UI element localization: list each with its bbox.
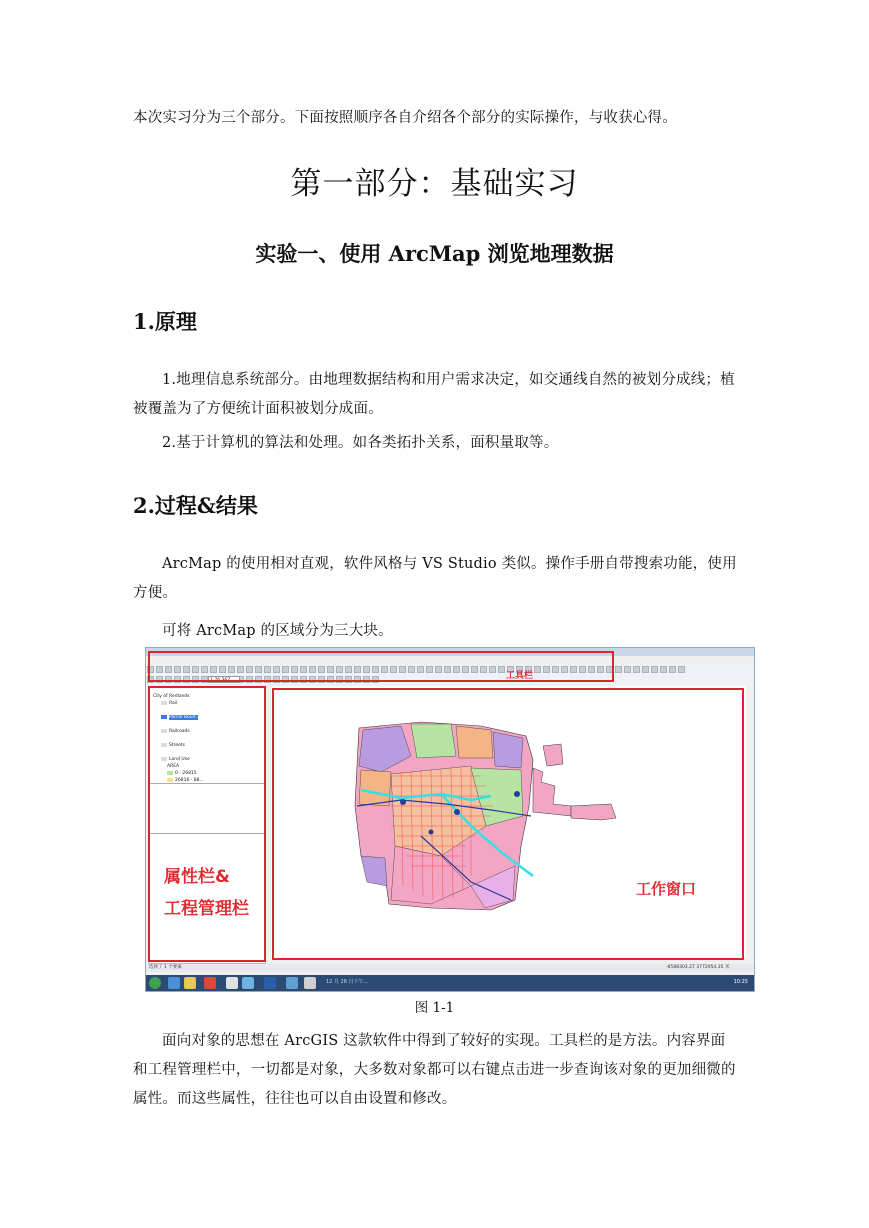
taskbar-notification: 12 月 28 日下午... <box>326 979 369 985</box>
arcmap-icon[interactable] <box>286 977 298 989</box>
toolbar-tool-button[interactable] <box>669 666 676 673</box>
toolbar-tool-button[interactable] <box>660 666 667 673</box>
toolbar-tool-button[interactable] <box>624 666 631 673</box>
folder-icon[interactable] <box>184 977 196 989</box>
intro-paragraph: 本次实习分为三个部分。下面按照顺序各自介绍各个部分的实际操作，与收获心得。 <box>133 110 677 126</box>
word-icon[interactable] <box>264 977 276 989</box>
toolbar-tool-button[interactable] <box>678 666 685 673</box>
start-button-icon[interactable] <box>149 977 161 989</box>
ie-icon[interactable] <box>168 977 180 989</box>
chrome-icon[interactable] <box>226 977 238 989</box>
windows-taskbar <box>146 975 754 991</box>
layer-item[interactable]: Rail <box>169 701 178 706</box>
arcmap-screenshot <box>145 647 755 992</box>
part-title: 第一部分：基础实习 <box>290 166 579 202</box>
status-bar <box>146 964 754 972</box>
section1-heading: 1.原理 <box>133 309 197 334</box>
media-icon[interactable] <box>204 977 216 989</box>
section1-para2: 2.基于计算机的算法和处理。如各类拓扑关系，面积量取等。 <box>162 435 559 451</box>
tree-root[interactable]: City of Redlands <box>153 694 190 699</box>
toolbar-tool-button[interactable] <box>633 666 640 673</box>
layer-item[interactable]: Parcel Boun.. <box>169 715 199 720</box>
scale-combo[interactable]: 1:76,367 <box>208 676 240 683</box>
work-window-label: 工作窗口 <box>636 880 697 898</box>
legend-class: 26816 - 88... <box>175 778 204 783</box>
layer-item[interactable]: Streets <box>169 743 186 748</box>
layer-field: AREA <box>167 764 180 769</box>
work-window-highlight-box <box>272 688 744 960</box>
toolbar-highlight-box <box>148 651 614 682</box>
app-icon[interactable] <box>242 977 254 989</box>
layer-item[interactable]: Railroads <box>169 729 190 734</box>
toolbar-tool-button[interactable] <box>651 666 658 673</box>
toolbar-label: 工具栏 <box>506 671 534 681</box>
section1-para1: 1.地理信息系统部分。由地理数据结构和用户需求决定，如交通线自然的被划分成线；植被覆盖为了方便统计面积被划分成面。 <box>133 372 735 417</box>
section2-para1: ArcMap 的使用相对直观，软件风格与 VS Studio 类似。操作手册自带搜索功能，使用方便。 <box>133 556 737 601</box>
status-selection: 选择了 1 个要素 <box>149 965 182 970</box>
experiment-title: 实验一、使用 ArcMap 浏览地理数据 <box>255 241 614 266</box>
document-icon[interactable] <box>304 977 316 989</box>
section2-heading: 2.过程&结果 <box>133 493 258 518</box>
section2-para2: 可将 ArcMap 的区域分为三大块。 <box>162 623 393 639</box>
attribute-panel-label-2: 工程管理栏 <box>164 899 249 919</box>
figure-caption: 图 1-1 <box>414 1000 455 1016</box>
section2-para3: 面向对象的思想在 ArcGIS 这款软件中得到了较好的实现。工具栏的是方法。内容界面和工程管理栏中，一切都是对象，大多数对象都可以右键点击进一步查询该对象的更加细微的属性。而这些属性，往往也可以自由设置和修改。 <box>133 1033 736 1107</box>
toolbar-tool-button[interactable] <box>615 666 622 673</box>
taskbar-clock: 10:25 <box>733 979 748 985</box>
attribute-panel-highlight-box <box>148 686 266 962</box>
status-coordinates: -6588303.27 3772954.35 米 <box>666 965 730 970</box>
legend-class: 0 - 26815 <box>175 771 197 776</box>
attribute-panel-label-1: 属性栏& <box>164 867 230 887</box>
toolbar-tool-button[interactable] <box>642 666 649 673</box>
layer-item[interactable]: Land Use <box>169 757 190 762</box>
